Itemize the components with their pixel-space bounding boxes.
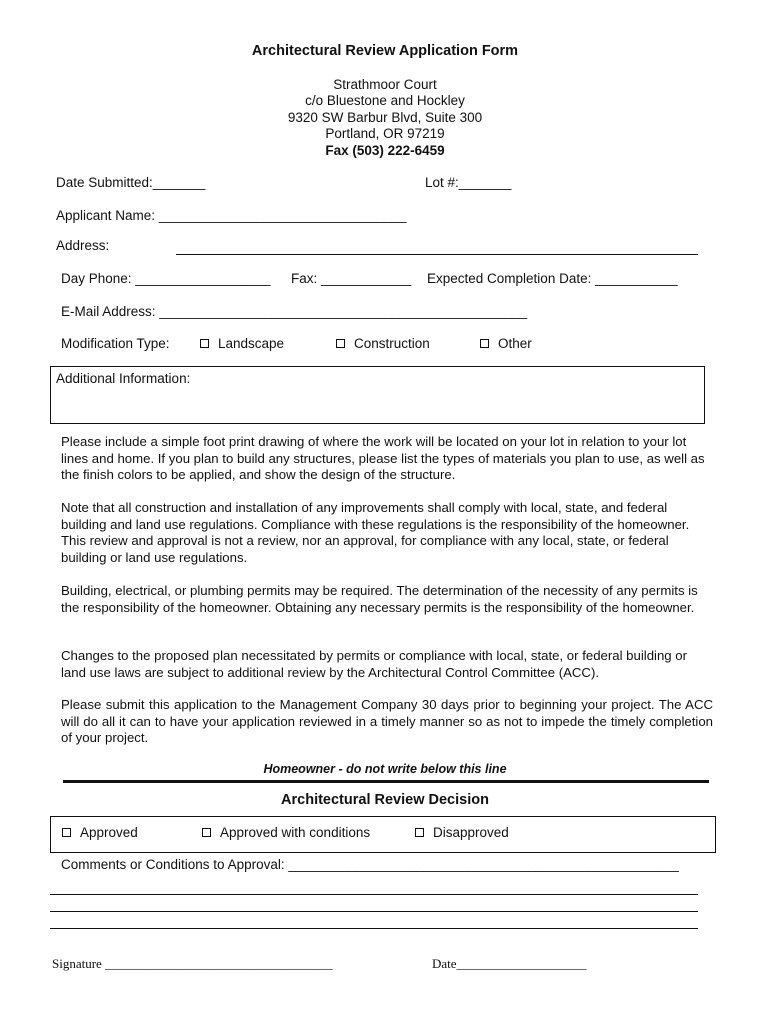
landscape-label: Landscape (218, 336, 285, 351)
compliance-paragraph: Note that all construction and installation of any improvements shall comply with local, state, and federal building and land use regulations. Compliance with these regulations is the responsibility of the homeowner. This review and approval is not a review, nor an approval, for compliance with any local, state, or federal building or land use regulations. (61, 500, 690, 565)
checkbox-icon[interactable] (415, 828, 424, 837)
address-line-4: Portland, OR 97219 (325, 126, 445, 141)
comments-line-3[interactable] (50, 928, 698, 929)
fax-number: Fax (503) 222-6459 (325, 143, 445, 158)
modification-type-label: Modification Type: (61, 336, 170, 351)
divider-note: Homeowner - do not write below this line (263, 762, 507, 776)
changes-paragraph: Changes to the proposed plan necessitated by permits or compliance with local, state, or federal building or land use laws are subject to additional review by the Architectural Control Committee (ACC). (61, 648, 688, 680)
checkbox-icon[interactable] (202, 828, 211, 837)
construction-label: Construction (354, 336, 430, 351)
address-line[interactable] (176, 254, 698, 255)
approved-with-conditions-option[interactable] (202, 825, 370, 840)
form-title: Architectural Review Application Form (251, 43, 519, 59)
address-label: Address: (56, 238, 110, 253)
construction-option[interactable] (336, 336, 430, 351)
additional-info-label: Additional Information: (56, 371, 191, 386)
landscape-option[interactable] (200, 336, 284, 351)
decision-title: Architectural Review Decision (281, 792, 489, 808)
permits-paragraph: Building, electrical, or plumbing permits may be required. The determination of the necessity of any permits is the responsibility of the homeowner. Obtaining any necessary permits is the responsibility of the homeowner. (61, 583, 698, 615)
other-label: Other (498, 336, 532, 351)
checkbox-icon[interactable] (336, 339, 345, 348)
checkbox-icon[interactable] (480, 339, 489, 348)
additional-info-box[interactable] (50, 366, 705, 424)
date-field[interactable]: Date____________________ (432, 956, 587, 971)
checkbox-icon[interactable] (200, 339, 209, 348)
submission-paragraph: Please submit this application to the Management Company 30 days prior to beginning your project. The ACC will do all it can to have your application reviewed in a timely manner so as not to impede the timely completion of your project. (61, 697, 713, 745)
section-divider (63, 780, 709, 783)
fax-field[interactable]: Fax: ____________ (291, 271, 412, 286)
day-phone-field[interactable]: Day Phone: __________________ (61, 271, 271, 286)
comments-line-2[interactable] (50, 911, 698, 912)
approved-option[interactable] (62, 825, 138, 840)
instructions-paragraph: Please include a simple foot print drawing of where the work will be located on your lot in relation to your lot lines and home. If you plan to build any structures, please list the types of materials you plan to use, as well as the finish colors to be applied, and show the design of the structure. (61, 434, 705, 482)
signature-field[interactable]: Signature ___________________________________ (52, 956, 333, 971)
checkbox-icon[interactable] (62, 828, 71, 837)
disapproved-label: Disapproved (433, 825, 509, 840)
email-field[interactable]: E-Mail Address: _________________________________________________ (61, 304, 528, 319)
lot-field[interactable]: Lot #:_______ (425, 175, 512, 190)
address-line-2: c/o Bluestone and Hockley (305, 93, 465, 108)
decision-box (50, 816, 716, 853)
other-option[interactable] (480, 336, 532, 351)
expected-completion-field[interactable]: Expected Completion Date: ___________ (427, 271, 678, 286)
address-line-1: Strathmoor Court (333, 77, 437, 92)
approved-label: Approved (80, 825, 138, 840)
comments-field[interactable]: Comments or Conditions to Approval: ____________________________________________________ (61, 857, 679, 872)
applicant-name-field[interactable]: Applicant Name: _________________________________ (56, 208, 407, 223)
address-line-3: 9320 SW Barbur Blvd, Suite 300 (287, 110, 483, 125)
date-submitted-field[interactable]: Date Submitted:_______ (56, 175, 206, 190)
comments-line-1[interactable] (50, 894, 698, 895)
approved-with-conditions-label: Approved with conditions (220, 825, 371, 840)
disapproved-option[interactable] (415, 825, 509, 840)
